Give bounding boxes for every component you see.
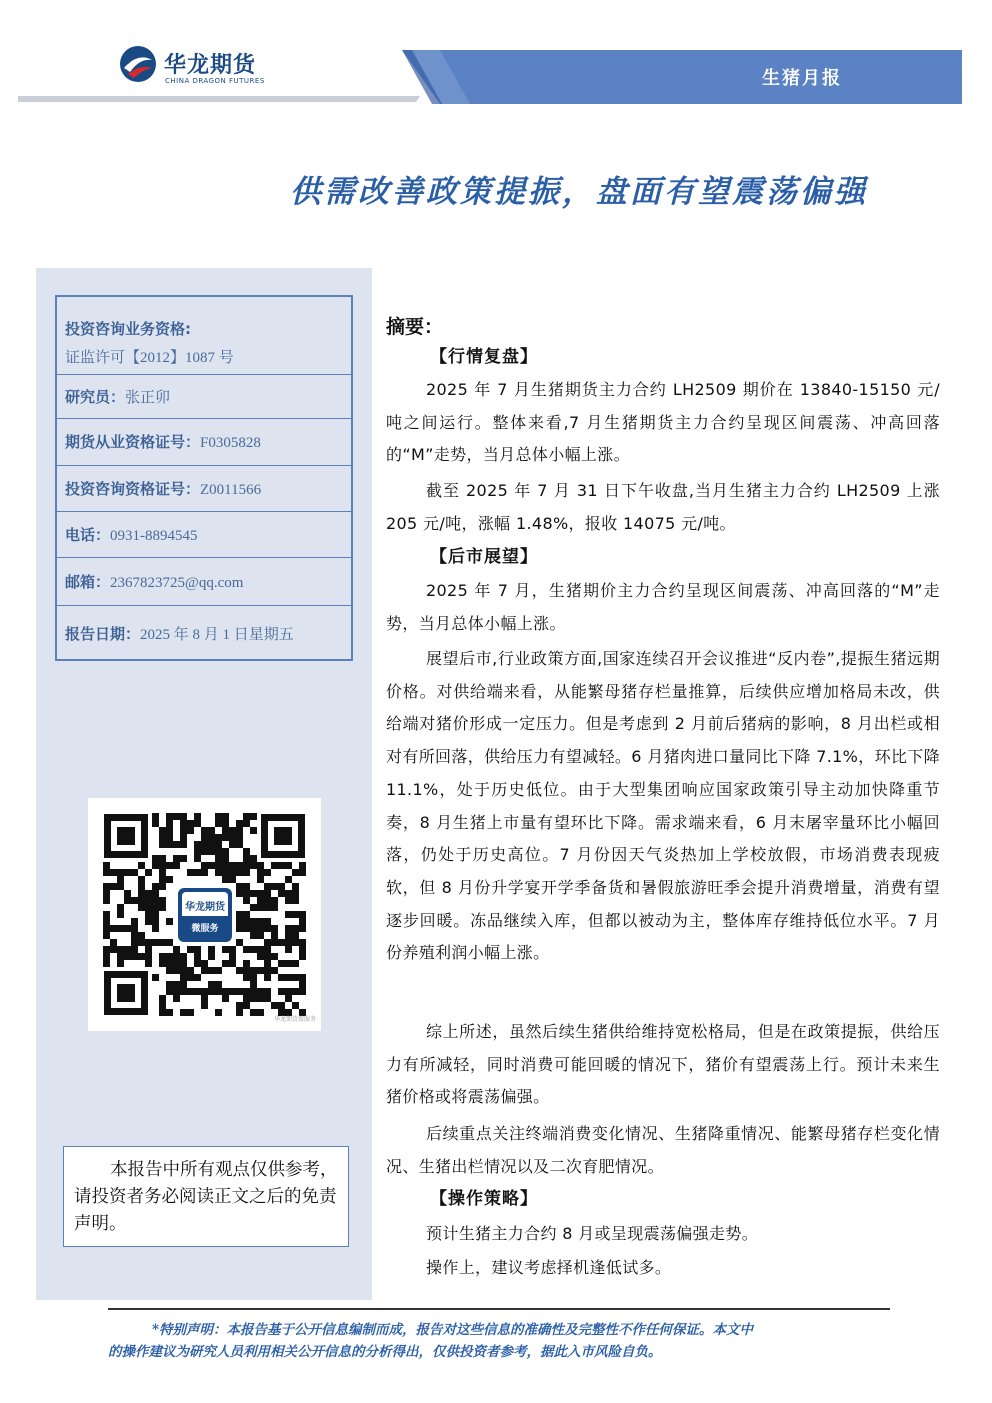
paragraph: 预计生猪主力合约 8 月或呈现震荡偏强走势。 [426,1224,759,1243]
footer-line-1: *特别声明：本报告基于公开信息编制而成，报告对这些信息的准确性及完整性不作任何保证。本文中 [152,1322,754,1338]
info-value: Z0011566 [200,482,262,498]
page-title: 供需改善政策提振，盘面有望震荡偏强 [290,174,868,210]
report-type-label: 生猪月报 [762,68,842,89]
info-value: 0931-8894545 [110,528,198,544]
qr-service-text: 微服务 [191,924,219,934]
info-row-report-date [57,606,351,659]
section-heading-market-review: 【行情复盘】 [430,347,538,367]
company-name: 华龙期货 [164,53,257,78]
footer-disclaimer [108,1319,890,1363]
section-heading-strategy: 【操作策略】 [430,1189,538,1209]
disclaimer-box [63,1146,349,1247]
company-name-en: CHINA DRAGON FUTURES [165,77,265,85]
info-label: 期货从业资格证号： [65,433,201,451]
info-label: 研究员： [65,388,126,406]
info-value: 证监许可【2012】1087 号 [65,350,234,366]
info-value: F0305828 [200,435,261,451]
info-label: 电话： [65,526,111,544]
info-value: 2367823725@qq.com [110,575,244,591]
page-header [0,0,992,120]
info-label: 投资咨询业务资格: [65,320,191,338]
paragraph: 综上所述，虽然后续生猪供给维持宽松格局，但是在政策提振，供给压力有所减轻，同时消费可能回暖的情况下，猪价有望震荡上行。预计未来生猪价格或将震荡偏强。 [386,1022,940,1107]
summary-heading: 摘要： [386,316,444,338]
info-row-researcher [57,375,351,419]
qr-code-icon [102,812,307,1017]
wechat-qr-code [88,798,321,1031]
info-label: 投资咨询资格证号： [65,480,201,498]
info-value: 张正卯 [125,390,171,406]
info-row-qualification [57,297,351,375]
analyst-info-box [55,295,353,661]
info-row-email [57,558,351,606]
qr-brand-text: 华龙期货 [185,902,225,913]
paragraph: 2025 年 7 月，生猪期价主力合约呈现区间震荡、冲高回落的“M”走势，当月总体小幅上涨。 [386,581,940,633]
footer-divider [108,1308,890,1310]
info-label: 报告日期： [65,625,141,643]
info-label: 邮箱： [65,573,111,591]
info-row-phone [57,512,351,558]
qr-caption: 华龙期货微服务 [274,1016,317,1023]
paragraph: 操作上，建议考虑择机逢低试多。 [426,1258,672,1277]
section-heading-outlook: 【后市展望】 [430,547,538,567]
company-logo-icon [118,44,158,84]
paragraph: 2025 年 7 月生猪期货主力合约 LH2509 期价在 13840-15150 元/吨之间运行。整体来看,7 月生猪期货主力合约呈现区间震荡、冲高回落的“M”走势，当月总体小幅上涨。 [386,380,940,465]
paragraph: 展望后市,行业政策方面,国家连续召开会议推进“反内卷”,提振生猪远期价格。对供给端来看，从能繁母猪存栏量推算，后续供应增加格局未改，供给端对猪价形成一定压力。但是考虑到 2 月前后猪病的影响，8 月出栏或相对有所回落，供给压力有望减轻。6 月猪肉进口量同比下降 7.1%，环比下降 11.1%，处于历史低位。由于大型集团响应国家政策引导主动加快降重节奏，8 月生猪上市量有望环比下降。需求端来看，6 月末屠宰量环比小幅回落，仍处于历史高位。7 月份因天气炎热加上学校放假，市场消费表现疲软，但 8 月份升学宴开学季备货和暑假旅游旺季会提升消费增量，消费有望逐步回暖。冻品继续入库，但都以被动为主，整体库存维持低位水平。7 月份养殖利润小幅上涨。 [386,649,940,963]
info-row-advisory-license [57,466,351,512]
info-value: 2025 年 8 月 1 日星期五 [140,627,294,643]
paragraph: 截至 2025 年 7 月 31 日下午收盘,当月生猪主力合约 LH2509 上涨 205 元/吨，涨幅 1.48%，报收 14075 元/吨。 [386,481,940,533]
paragraph: 后续重点关注终端消费变化情况、生猪降重情况、能繁母猪存栏变化情况、生猪出栏情况以及二次育肥情况。 [386,1124,940,1176]
disclaimer-text: 本报告中所有观点仅供参考，请投资者务必阅读正文之后的免责声明。 [74,1160,338,1234]
info-row-futures-license [57,419,351,466]
footer-line-2: 的操作建议为研究人员利用相关公开信息的分析得出，仅供投资者参考，据此入市风险自负。 [108,1344,662,1360]
